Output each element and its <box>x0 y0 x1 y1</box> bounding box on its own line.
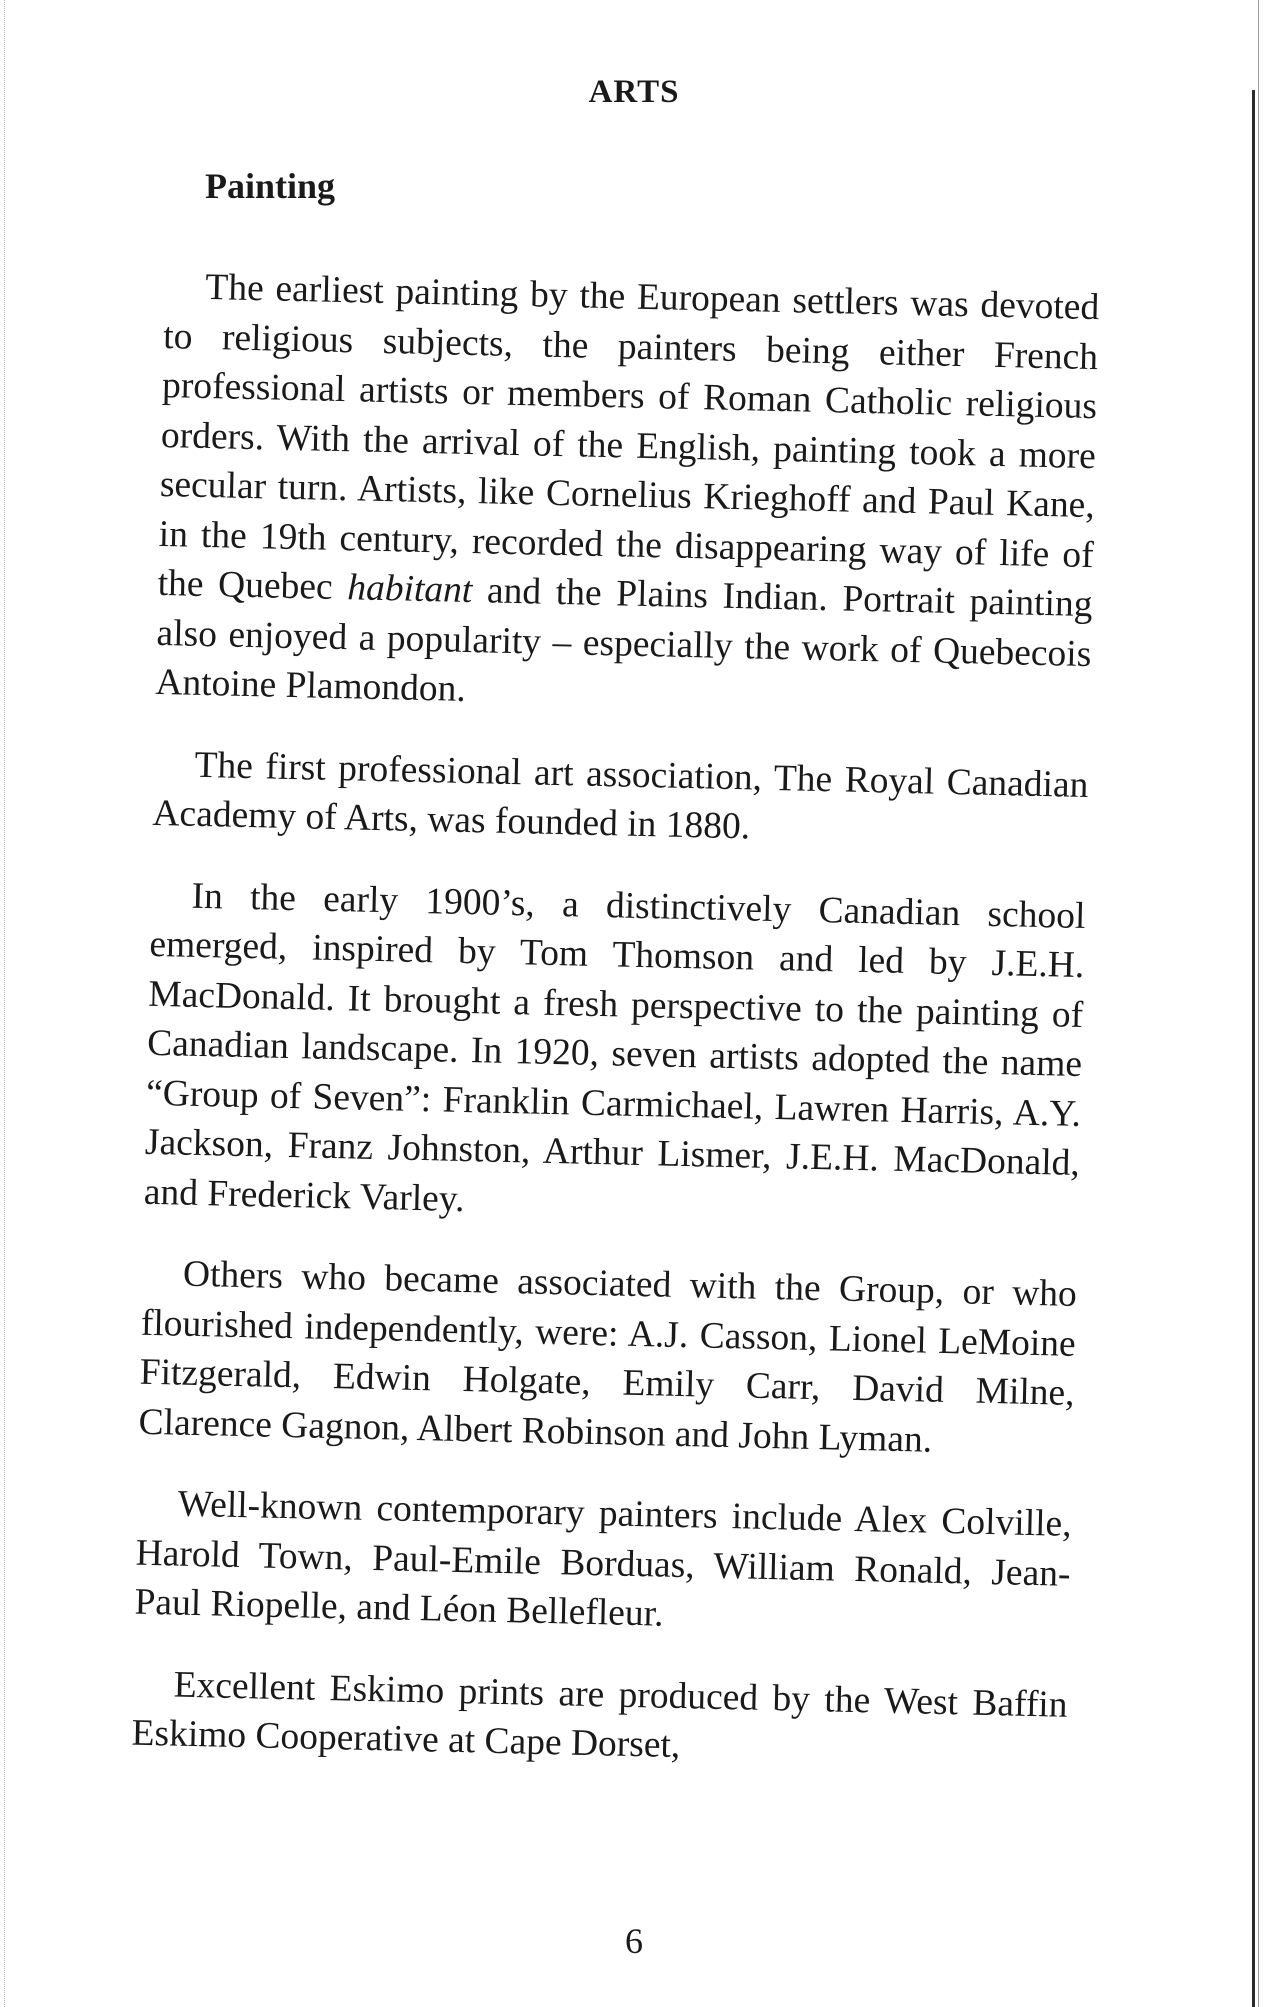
paragraph-3: In the early 1900’s, a distinctively Canadian school emerged, inspired by Tom Thomson and led by J.E.H. MacDonald. It brought a fresh perspective to the painting of Canadian landscape. In 1920, seven artists adopted the name “Group of Seven”: Franklin Carmichael, Lawren Harris, A.Y. Jackson, Franz Johnston, Arthur Lismer, J.E.H. MacDonald, and Frederick Varley. <box>143 875 1086 1220</box>
section-heading: Painting <box>205 166 336 206</box>
scan-left-edge <box>4 0 11 2007</box>
paragraph-5: Well-known contemporary painters include Alex Colville, Harold Town, Paul-Emile Borduas, William Ronald, Jean-Paul Riopelle, and Léon Bellefleur. <box>134 1483 1073 1635</box>
page-number: 6 <box>625 1921 643 1961</box>
scan-right-edge-thin <box>1258 0 1259 2007</box>
paragraph-1-text-start: The earliest painting by the European settlers was devoted to religious subjects, the painters being either French professional artists or members of Roman Catholic religious orders. With the arrival of the English, painting took a more secular turn. Artists, like Cornelius Krieghoff and Paul Kane, in the 19th century, recorded the disappearing way of life of the Quebec <box>157 266 1100 609</box>
page-title: ARTS <box>588 74 680 110</box>
paragraph-1-text-end: and the Plains Indian. Portrait painting also enjoyed a popularity – especially the work of Quebecois Antoine Plamondon. <box>154 570 1093 710</box>
body-text <box>130 262 1099 1811</box>
paragraph-4: Others who became associated with the Group, or who flourished independently, were: A.J. Casson, Lionel LeMoine Fitzgerald, Edwin Holgate, Emily Carr, David Milne, Clarence Gagnon, Albert Robinson and John Lyman. <box>138 1253 1078 1461</box>
paragraph-2: The first professional art association, The Royal Canadian Academy of Arts, was founded in 1880. <box>152 744 1089 848</box>
paragraph-6: Excellent Eskimo prints are produced by the West Baffin Eskimo Cooperative at Cape Dorset, <box>131 1664 1068 1767</box>
scan-right-edge <box>1252 90 1255 2007</box>
paragraph-1 <box>155 262 1100 729</box>
paragraph-1-italic-term: habitant <box>346 567 473 612</box>
